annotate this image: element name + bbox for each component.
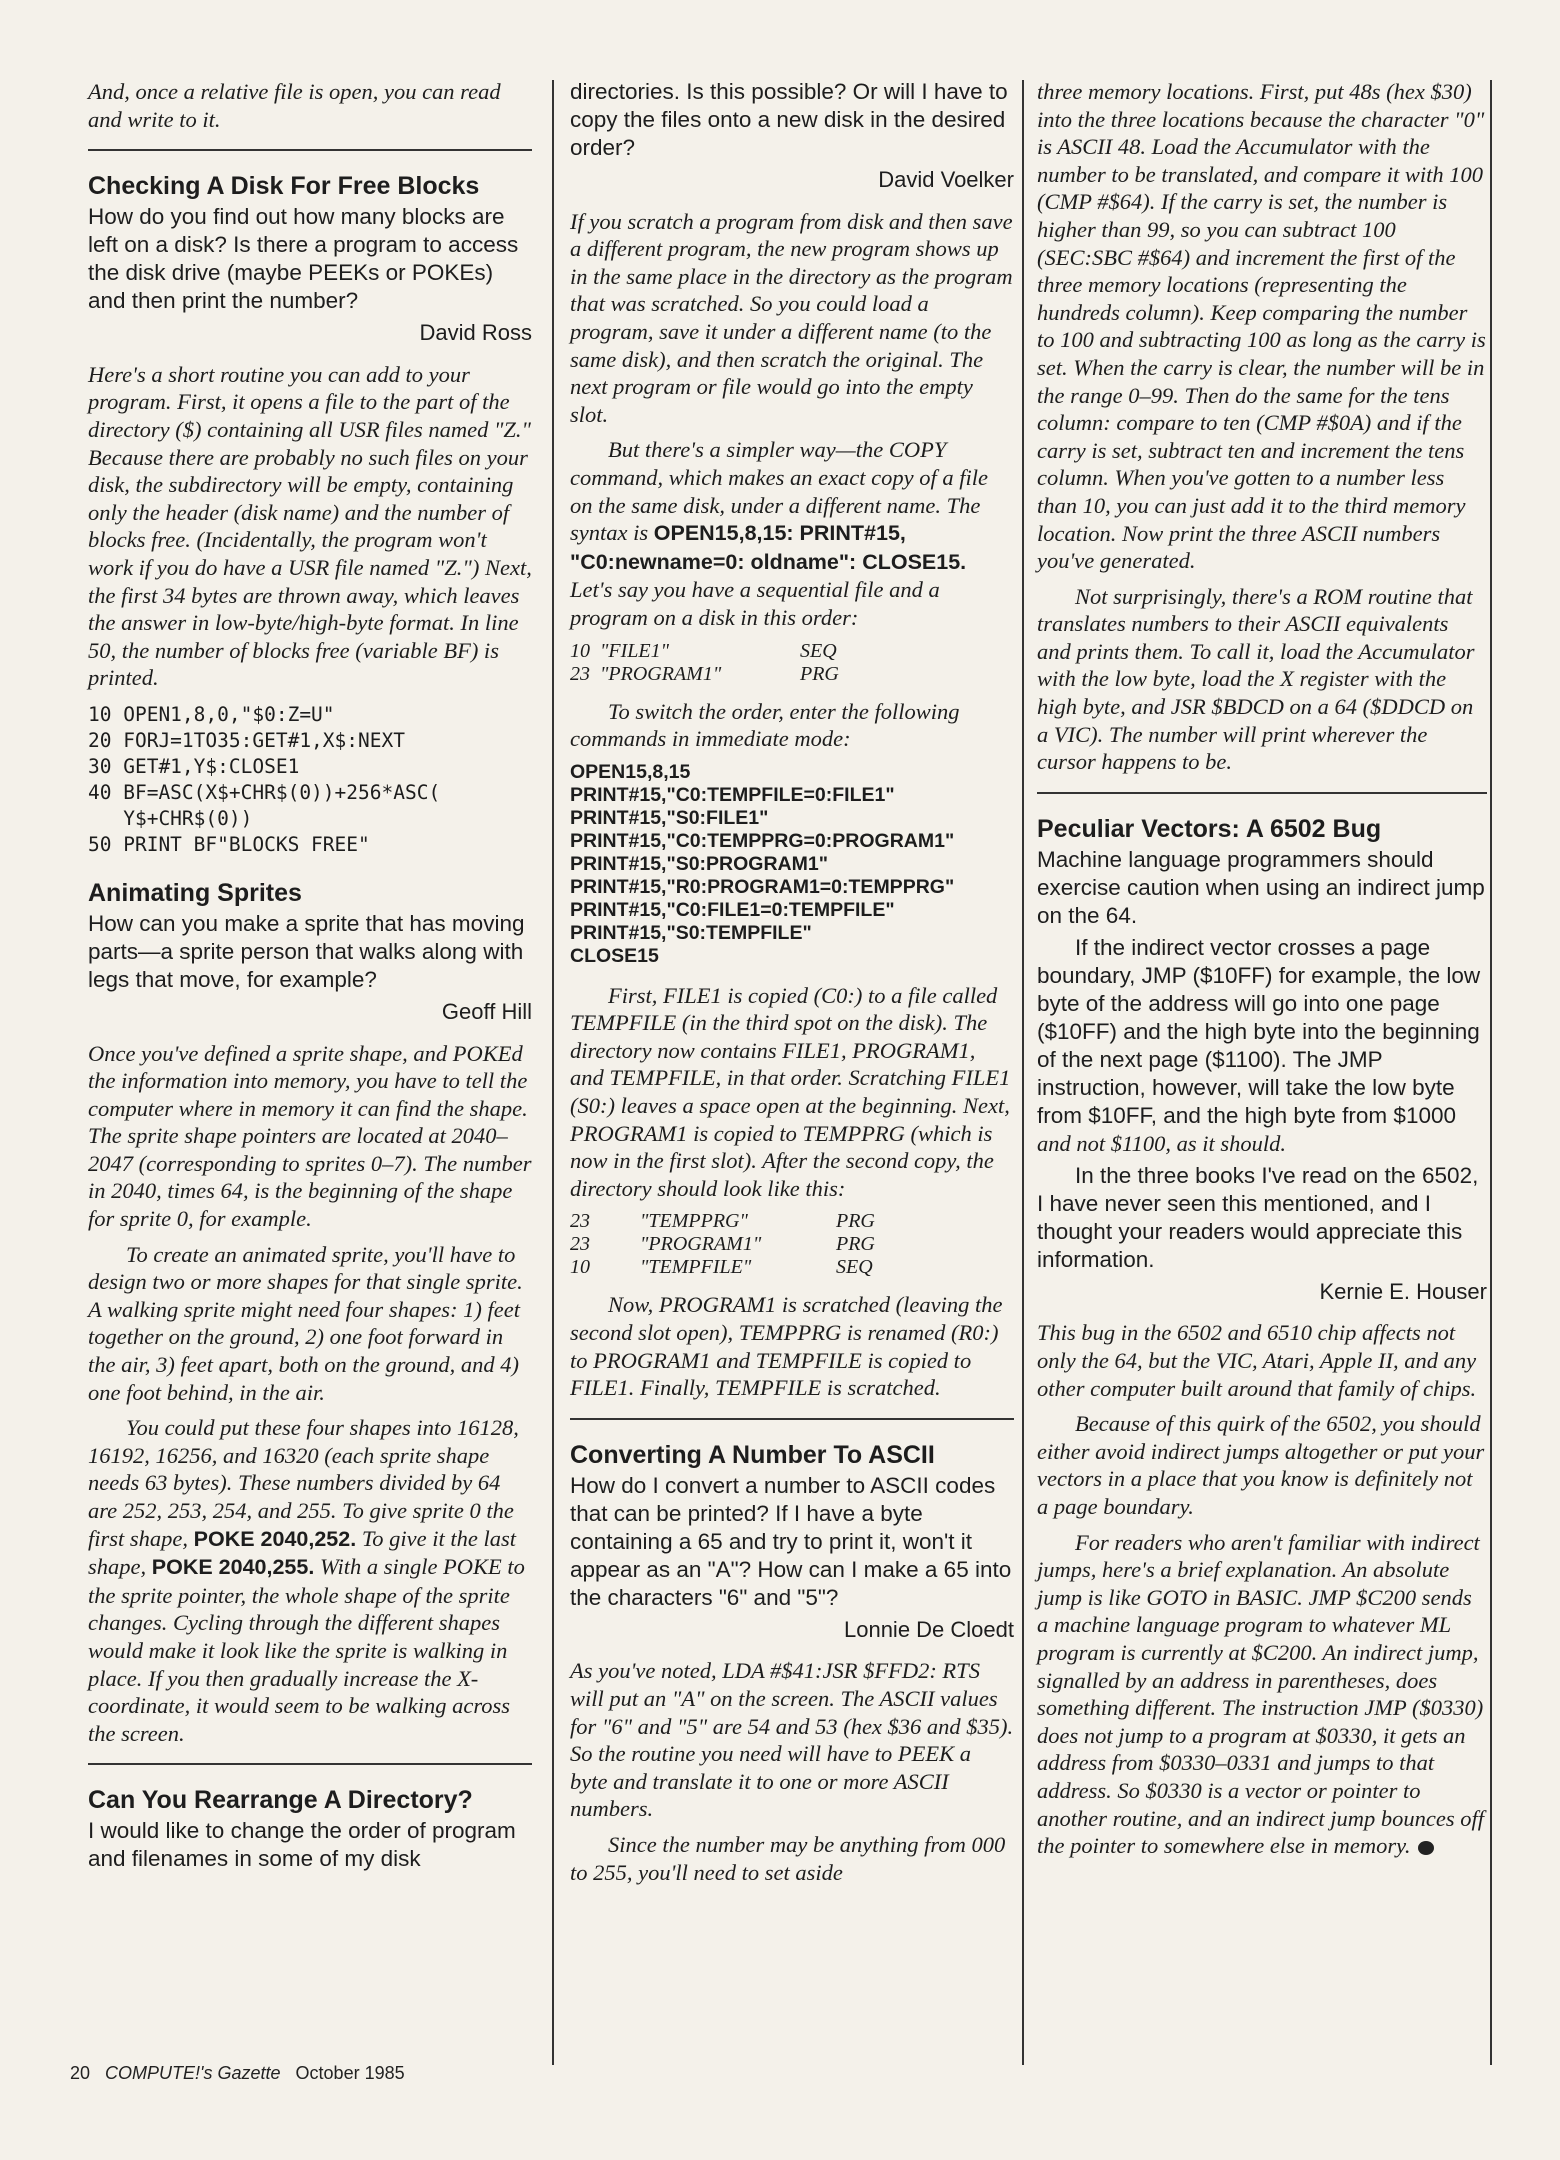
section-title-peculiar-vectors: Peculiar Vectors: A 6502 Bug: [1037, 814, 1382, 843]
answer-sprites-1: Once you've defined a sprite shape, and POKEd the information into memory, you have to tell the computer where in memory it can find the shape. The sprite shape pointers are located at 2040–2047 (corresponding to sprites 0–7). The number in 2040, times 64, is the beginning of the shape for sprite 0, for example.: [88, 1040, 532, 1232]
dir-type: SEQ: [836, 1256, 873, 1279]
command-line: OPEN15,8,15: [570, 760, 691, 783]
author-free-blocks: David Ross: [419, 320, 532, 346]
answer-free-blocks: Here's a short routine you can add to your program. First, it opens a file to the part of the directory ($) containing all USR files named "Z." Because there are probably no such files on your disk, the subdirectory will be empty, containing only the header (disk name) and the number of blocks free. (Incidentally, the program won't work if you do have a USR file named "Z.") Next, the first 34 bytes are thrown away, which leaves the answer in low-byte/high-byte format. In line 50, the number of blocks free (variable BF) is printed.: [88, 361, 532, 691]
code-line: 10 OPEN1,8,0,"$0:Z=U": [88, 702, 335, 726]
answer-sprites-3a: You could put these four shapes into 16128, 16192, 16256, and 16320 (each sprite shape needs 63 bytes). These numbers divided by 64 are 252, 253, 254, and 255. To give sprite 0 the first shape,: [88, 1415, 519, 1551]
section-divider: [88, 1763, 532, 1765]
poke-last-shape: POKE 2040,255.: [151, 1555, 315, 1580]
basic-listing: [88, 702, 532, 858]
dir-blocks: 10: [570, 639, 590, 662]
letter-vectors-1: Machine language programmers should exercise caution when using an indirect jump on the 64.: [1037, 846, 1485, 928]
column-rule-middle: [1022, 80, 1024, 2065]
page-number: 20: [70, 2063, 91, 2083]
answer-vectors-3: [1037, 1529, 1487, 1860]
answer-directory-4: First, FILE1 is copied (C0:) to a file called TEMPFILE (in the third spot on the disk). The directory now contains FILE1, PROGRAM1, and TEMPFILE, in that order. Scratching FILE1 (S0:) leaves a space open at the beginning. Next, PROGRAM1 is copied to TEMPPRG (which is now in the first slot). After the second copy, the directory should look like this:: [570, 982, 1011, 1201]
section-title-free-blocks: Checking A Disk For Free Blocks: [88, 172, 480, 201]
section-divider: [570, 1418, 1014, 1420]
answer-directory-1: If you scratch a program from disk and then save a different program, the new program shows up in the same place in the directory as the program that was scratched. So you could load a program, save it under a different name (to the same disk), and then scratch the original. The next program or file would go into the empty slot.: [570, 208, 1013, 427]
table-row: [570, 640, 839, 663]
dir-blocks: 23: [570, 1210, 590, 1233]
answer-directory-2b: Let's say you have a sequential file and a program on a disk in this order:: [570, 577, 940, 630]
table-row: [570, 1210, 875, 1233]
answer-sprites-2: To create an animated sprite, you'll have to design two or more shapes for that single sprite. A walking sprite might need four shapes: 1) feet together on the ground, 2) one foot forward in the air, 3) feet apart, both on the ground, and 4) one foot behind, in the air.: [88, 1241, 523, 1405]
answer-sprites-3b: To give it the last shape,: [88, 1525, 516, 1580]
author-ascii: Lonnie De Cloedt: [843, 1616, 1014, 1642]
answer-vectors-3-text: For readers who aren't familiar with indirect jumps, here's a brief explanation. An absolute jump is like GOTO in BASIC. JMP $C200 sends a machine language program to whatever ML program is currently at $C200. An indirect jump, signalled by an address in parentheses, does something different. The instruction JMP ($0330) does not jump to a program at $0330, it gets an address from $0330–0331 and jumps to that address. So $0330 is a vector or pointer to another routine, and an indirect jump bounces off the pointer to somewhere else in memory.: [1037, 1529, 1485, 1859]
section-title-animating-sprites: Animating Sprites: [88, 878, 302, 907]
command-line: PRINT#15,"R0:PROGRAM1=0:TEMPPRG": [570, 875, 955, 898]
dir-blocks: 23: [570, 1233, 590, 1256]
table-row: [570, 1233, 875, 1256]
command-line: PRINT#15,"C0:FILE1=0:TEMPFILE": [570, 898, 895, 921]
dir-type: PRG: [800, 662, 839, 685]
answer-vectors-1: This bug in the 6502 and 6510 chip affects not only the 64, but the VIC, Atari, Apple II, and any other computer built around that family of chips.: [1037, 1320, 1477, 1401]
command-line: PRINT#15,"C0:TEMPFILE=0:FILE1": [570, 783, 895, 806]
answer-directory-5: Now, PROGRAM1 is scratched (leaving the second slot open), TEMPPRG is renamed (R0:) to PROGRAM1 and TEMPFILE is copied to FILE1. Finally, TEMPFILE is scratched.: [570, 1292, 1003, 1401]
dir-type: PRG: [836, 1210, 875, 1233]
dir-type: PRG: [836, 1233, 875, 1256]
answer-directory-2: [570, 436, 1014, 631]
letter-vectors-2a: If the indirect vector crosses a page boundary, JMP ($10FF) for example, the low byte of the address will go into one page ($10FF) and the high byte into the beginning of the next page ($1100). The JMP instruction, however, will take the low byte from $10FF, and the high byte from $1000: [1037, 934, 1481, 1128]
answer-ascii-3: three memory locations. First, put 48s (hex $30) into the three locations because the character "0" is ASCII 48. Load the Accumulator with the number to be translated, and compare it with 100 (CMP #$64). If the carry is set, the number is higher than 99, so you can subtract 100 (SEC:SBC #$64) and increment the first of the three memory locations (representing the hundreds column). Keep comparing the number to 100 and subtracting 100 as long as the carry is set. When the carry is clear, the number will be in the range 0–99. Then do the same for the tens column: compare to ten (CMP #$0A) and if the carry is set, subtract ten and increment the tens column. When you've gotten to a number less than 10, you can just add it to the third memory location. Now print the three ASCII numbers you've generated.: [1037, 79, 1486, 574]
letter-vectors-2b: and not $1100, as it should.: [1037, 1130, 1286, 1156]
answer-ascii-2: Since the number may be anything from 000 to 255, you'll need to set aside: [570, 1831, 1006, 1885]
dir-filename: "TEMPPRG": [640, 1210, 748, 1233]
author-sprites: Geoff Hill: [441, 998, 532, 1024]
question-directory: I would like to change the order of program and filenames in some of my disk: [88, 1818, 516, 1872]
directory-listing-before: [570, 640, 839, 686]
command-line: PRINT#15,"S0:FILE1": [570, 806, 769, 829]
section-divider: [1037, 792, 1487, 794]
question-ascii: How do I convert a number to ASCII codes that can be printed? If I have a byte containing a 65 and try to print it, won't it appear as an "A"? How can I make a 65 into the characters "6" and "5"?: [570, 1472, 1012, 1610]
publication-name: COMPUTE!'s Gazette: [105, 2063, 281, 2083]
column-rule-left: [552, 80, 554, 2065]
question-free-blocks: How do you find out how many blocks are left on a disk? Is there a program to access the disk drive (maybe PEEKs or POKEs) and then print the number?: [88, 204, 519, 314]
copy-syntax: OPEN15,8,15: PRINT#15, "C0:newname=0: oldname": CLOSE15.: [570, 521, 967, 574]
code-line: 30 GET#1,Y$:CLOSE1: [88, 754, 300, 778]
command-listing: [570, 761, 1014, 968]
dir-filename: "FILE1": [600, 639, 670, 662]
dir-type: SEQ: [800, 639, 837, 662]
table-row: [570, 663, 839, 686]
issue-date: October 1985: [295, 2063, 405, 2083]
directory-listing-after: [570, 1210, 875, 1279]
command-line: PRINT#15,"S0:TEMPFILE": [570, 921, 812, 944]
author-vectors: Kernie E. Houser: [1319, 1278, 1487, 1304]
section-title-number-to-ascii: Converting A Number To ASCII: [570, 1440, 935, 1469]
dir-filename: "PROGRAM1": [640, 1233, 762, 1256]
end-of-article-icon: [1418, 1841, 1434, 1855]
code-line: Y$+CHR$(0)): [88, 806, 253, 830]
column-rule-right: [1490, 80, 1492, 2065]
column-2: [570, 78, 1014, 1894]
intro-tail: And, once a relative file is open, you can read and write to it.: [88, 79, 501, 132]
answer-directory-2a: But there's a simpler way—the COPY command, which makes an exact copy of a file on the same disk, under a different name. The syntax is: [570, 437, 989, 546]
letter-vectors-2: [1037, 934, 1487, 1158]
answer-directory-3: To switch the order, enter the following commands in immediate mode:: [570, 698, 960, 752]
poke-first-shape: POKE 2040,252.: [193, 1526, 357, 1551]
command-line: PRINT#15,"S0:PROGRAM1": [570, 852, 828, 875]
dir-blocks: 10: [570, 1256, 590, 1279]
column-1: [88, 78, 532, 1877]
section-title-rearrange-directory: Can You Rearrange A Directory?: [88, 1786, 473, 1815]
command-line: CLOSE15: [570, 944, 659, 967]
answer-sprites-3: [88, 1414, 532, 1747]
answer-vectors-2: Because of this quirk of the 6502, you should either avoid indirect jumps altogether or put your vectors in a place that you know is definitely not a page boundary.: [1037, 1411, 1485, 1519]
answer-sprites-3c: With a single POKE to the sprite pointer, the whole shape of the sprite changes. Cycling through the different shapes would make it look like the sprite is walking in place. If you then gradually increase the X-coordinate, it would seem to be walking across the screen.: [88, 1554, 525, 1746]
table-row: [570, 1256, 875, 1279]
dir-filename: "PROGRAM1": [600, 662, 722, 685]
answer-ascii-4: Not surprisingly, there's a ROM routine that translates numbers to their ASCII equivalents and prints them. To call it, load the Accumulator with the low byte, load the X register with the high byte, and JSR $BDCD on a 64 ($DDCD on a VIC). The number will print wherever the cursor happens to be.: [1037, 583, 1475, 775]
author-directory: David Voelker: [878, 167, 1014, 192]
section-divider: [88, 149, 532, 151]
code-line: 20 FORJ=1TO35:GET#1,X$:NEXT: [88, 728, 405, 752]
question-sprites: How can you make a sprite that has moving parts—a sprite person that walks along with legs that move, for example?: [88, 910, 525, 992]
code-line: 40 BF=ASC(X$+CHR$(0))+256*ASC(: [88, 780, 441, 804]
page-footer: [70, 2063, 405, 2084]
letter-vectors-3: In the three books I've read on the 6502, I have never seen this mentioned, and I thought your readers would appreciate this information.: [1037, 1162, 1479, 1272]
command-line: PRINT#15,"C0:TEMPPRG=0:PROGRAM1": [570, 829, 955, 852]
answer-ascii-1: As you've noted, LDA #$41:JSR $FFD2: RTS will put an "A" on the screen. The ASCII values for "6" and "5" are 54 and 53 (hex $36 and $35). So the routine you need will have to PEEK a byte and translate it to one or more ASCII numbers.: [570, 1658, 1014, 1822]
column-3: [1037, 78, 1487, 1868]
dir-filename: "TEMPFILE": [640, 1256, 752, 1279]
question-directory-tail: directories. Is this possible? Or will I have to copy the files onto a new disk in the desired order?: [570, 79, 1008, 160]
dir-blocks: 23: [570, 662, 590, 685]
code-line: 50 PRINT BF"BLOCKS FREE": [88, 832, 370, 856]
